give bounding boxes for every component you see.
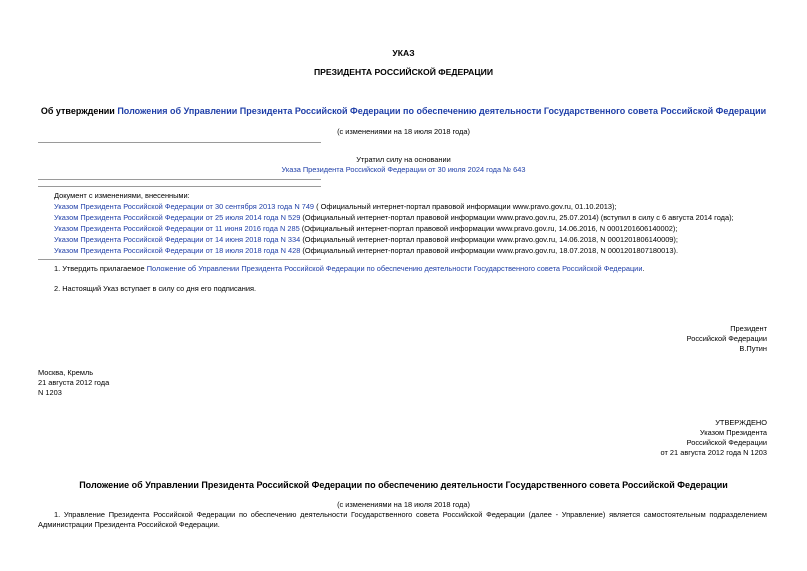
decree-number: N 1203: [38, 388, 62, 397]
change-item: [54, 235, 678, 245]
change-link[interactable]: Указом Президента Российской Федерации от 25 июля 2014 года N 529: [54, 213, 301, 222]
approval-by: Указом Президента: [699, 428, 767, 437]
clause-1: [54, 264, 645, 274]
changes-intro: Документ с изменениями, внесенными:: [54, 191, 190, 200]
approval-block: [661, 418, 767, 458]
regulation-paragraph-1: 1. Управление Президента Российской Федерации по обеспечению деятельности Государственного совета Российской Федерации (далее - Управление) является самостоятельным подразделением Администрации Президента Российской Федерации.: [38, 510, 767, 529]
edition-note: (с изменениями на 18 июля 2018 года): [337, 127, 470, 136]
change-source: (Официальный интернет-портал правовой информации www.pravo.gov.ru, 25.07.2014) (вступил в силу с 6 августа 2014 года);: [300, 213, 734, 222]
change-link[interactable]: Указом Президента Российской Федерации от 30 сентября 2013 года N 749: [54, 202, 315, 211]
signature-country: Российской Федерации: [686, 334, 767, 343]
divider: [38, 179, 321, 180]
document-heading: [0, 106, 807, 116]
clause-1-prefix: 1. Утвердить прилагаемое: [54, 264, 147, 273]
heading-prefix: Об утверждении: [40, 106, 118, 116]
change-source: (Официальный интернет-портал правовой информации www.pravo.gov.ru, 14.06.2016, N 0001201606140002);: [299, 224, 678, 233]
approval-label: УТВЕРЖДЕНО: [715, 418, 767, 427]
change-item: [54, 224, 677, 234]
change-source: ( Официальный интернет-портал правовой информации www.pravo.gov.ru, 01.10.2013);: [314, 202, 617, 211]
change-link[interactable]: Указом Президента Российской Федерации от 14 июня 2018 года N 334: [54, 235, 301, 244]
divider: [38, 142, 321, 143]
change-item: [54, 213, 734, 223]
clause-1-suffix: .: [642, 264, 645, 273]
approval-date: от 21 августа 2012 года N 1203: [660, 448, 767, 457]
clause-1-regulation-link[interactable]: Положение об Управлении Президента Российской Федерации по обеспечению деятельности Государственного совета Российской Федерации: [146, 264, 643, 273]
place: Москва, Кремль: [38, 368, 94, 377]
change-item: [54, 202, 617, 212]
signature-title: Президент: [730, 324, 767, 333]
divider: [38, 186, 321, 187]
clause-2: 2. Настоящий Указ вступает в силу со дня его подписания.: [54, 284, 257, 293]
change-source: (Официальный интернет-портал правовой информации www.pravo.gov.ru, 14.06.2018, N 0001201806140009);: [300, 235, 678, 244]
regulation-title: Положение об Управлении Президента Российской Федерации по обеспечению деятельности Государственного совета Российской Федерации: [79, 480, 728, 490]
heading-regulation-link[interactable]: Положения об Управлении Президента Российской Федерации по обеспечению деятельности Государственного совета Российской Федерации: [117, 106, 767, 116]
change-link[interactable]: Указом Президента Российской Федерации от 11 июня 2016 года N 285: [54, 224, 300, 233]
signature-block: [687, 324, 767, 354]
decree-subtitle: ПРЕЗИДЕНТА РОССИЙСКОЙ ФЕДЕРАЦИИ: [313, 67, 494, 77]
divider: [38, 259, 321, 260]
change-link[interactable]: Указом Президента Российской Федерации от 18 июля 2018 года N 428: [54, 246, 301, 255]
repeal-note: Утратил силу на основании: [356, 155, 451, 164]
decree-title: УКАЗ: [392, 48, 415, 58]
signing-date: 21 августа 2012 года: [38, 378, 110, 387]
regulation-edition-note: (с изменениями на 18 июля 2018 года): [337, 500, 470, 509]
change-source: (Официальный интернет-портал правовой информации www.pravo.gov.ru, 18.07.2018, N 0001201807180013).: [300, 246, 678, 255]
approval-country: Российской Федерации: [686, 438, 767, 447]
change-item: [54, 246, 678, 256]
signature-name: В.Путин: [739, 344, 767, 353]
repeal-decree-link[interactable]: Указа Президента Российской Федерации от 30 июля 2024 года № 643: [281, 165, 526, 174]
place-date-block: [38, 368, 109, 398]
